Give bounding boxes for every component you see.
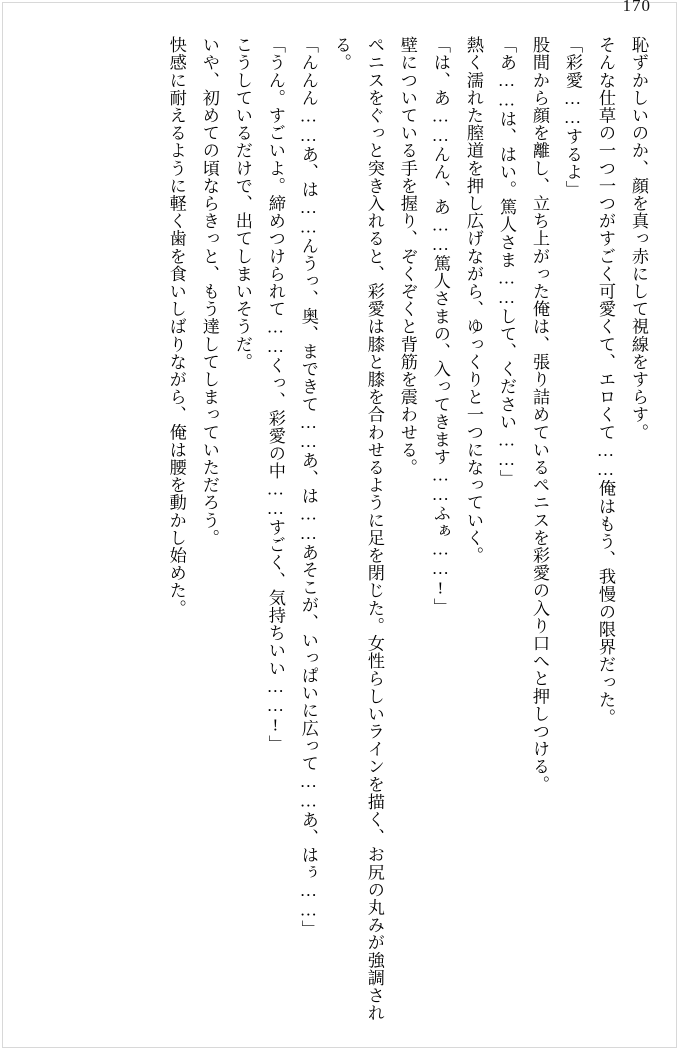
paragraph: 「うん。すごいよ。締めつけられて……くっ、彩愛の中……すごく、気持ちいい……!」 [265,36,285,753]
paragraph: ペニスをぐっと突き入れると、彩愛は膝と膝を合わせるように足を閉じた。女性らしいラインを描く、お尻の丸みが強調される。 [331,36,384,1022]
page-body-text [22,36,655,1032]
paragraph: 壁についている手を握り、ぞくぞくと背筋を震わせる。 [397,36,417,476]
paragraph: 恥ずかしいのか、顔を真っ赤にして視線をすらす。 [629,36,648,441]
paragraph: 熱く濡れた膣道を押し広げながら、ゆっくりと一つになっていく。 [463,36,483,564]
paragraph: 股間から顔を離し、立ち上がった俺は、張り詰めているペニスを彩愛の入り口へと押しつける。 [529,36,549,793]
paragraph: そんな仕草の一つ一つがすごく可愛くて、エロくて……俺はもう、我慢の限界だった。 [595,36,615,726]
paragraph: いや、初めての頃ならきっと、もう達してしまっていただろう。 [199,36,219,547]
paragraph: 快感に耐えるように軽く歯を食いしばりながら、俺は腰を動かし始めた。 [166,36,186,617]
paragraph: 「あ……は、はい。篤人さま……して、ください……」 [496,36,516,487]
paragraph: 「は、あ……んん、あ……篤人さまの、入ってきます……ふぁ……!」 [430,36,450,616]
page-number: 170 [622,0,651,15]
paragraph: 「んんん……あ、は……んうっ、奥、まできて……あ、は……あそこが、いっぱいに広って……あ、はぅ……」 [298,36,318,938]
paragraph: 「彩愛……するよ」 [562,36,582,198]
paragraph: こうしているだけで、出てしまいそうだ。 [232,36,252,371]
